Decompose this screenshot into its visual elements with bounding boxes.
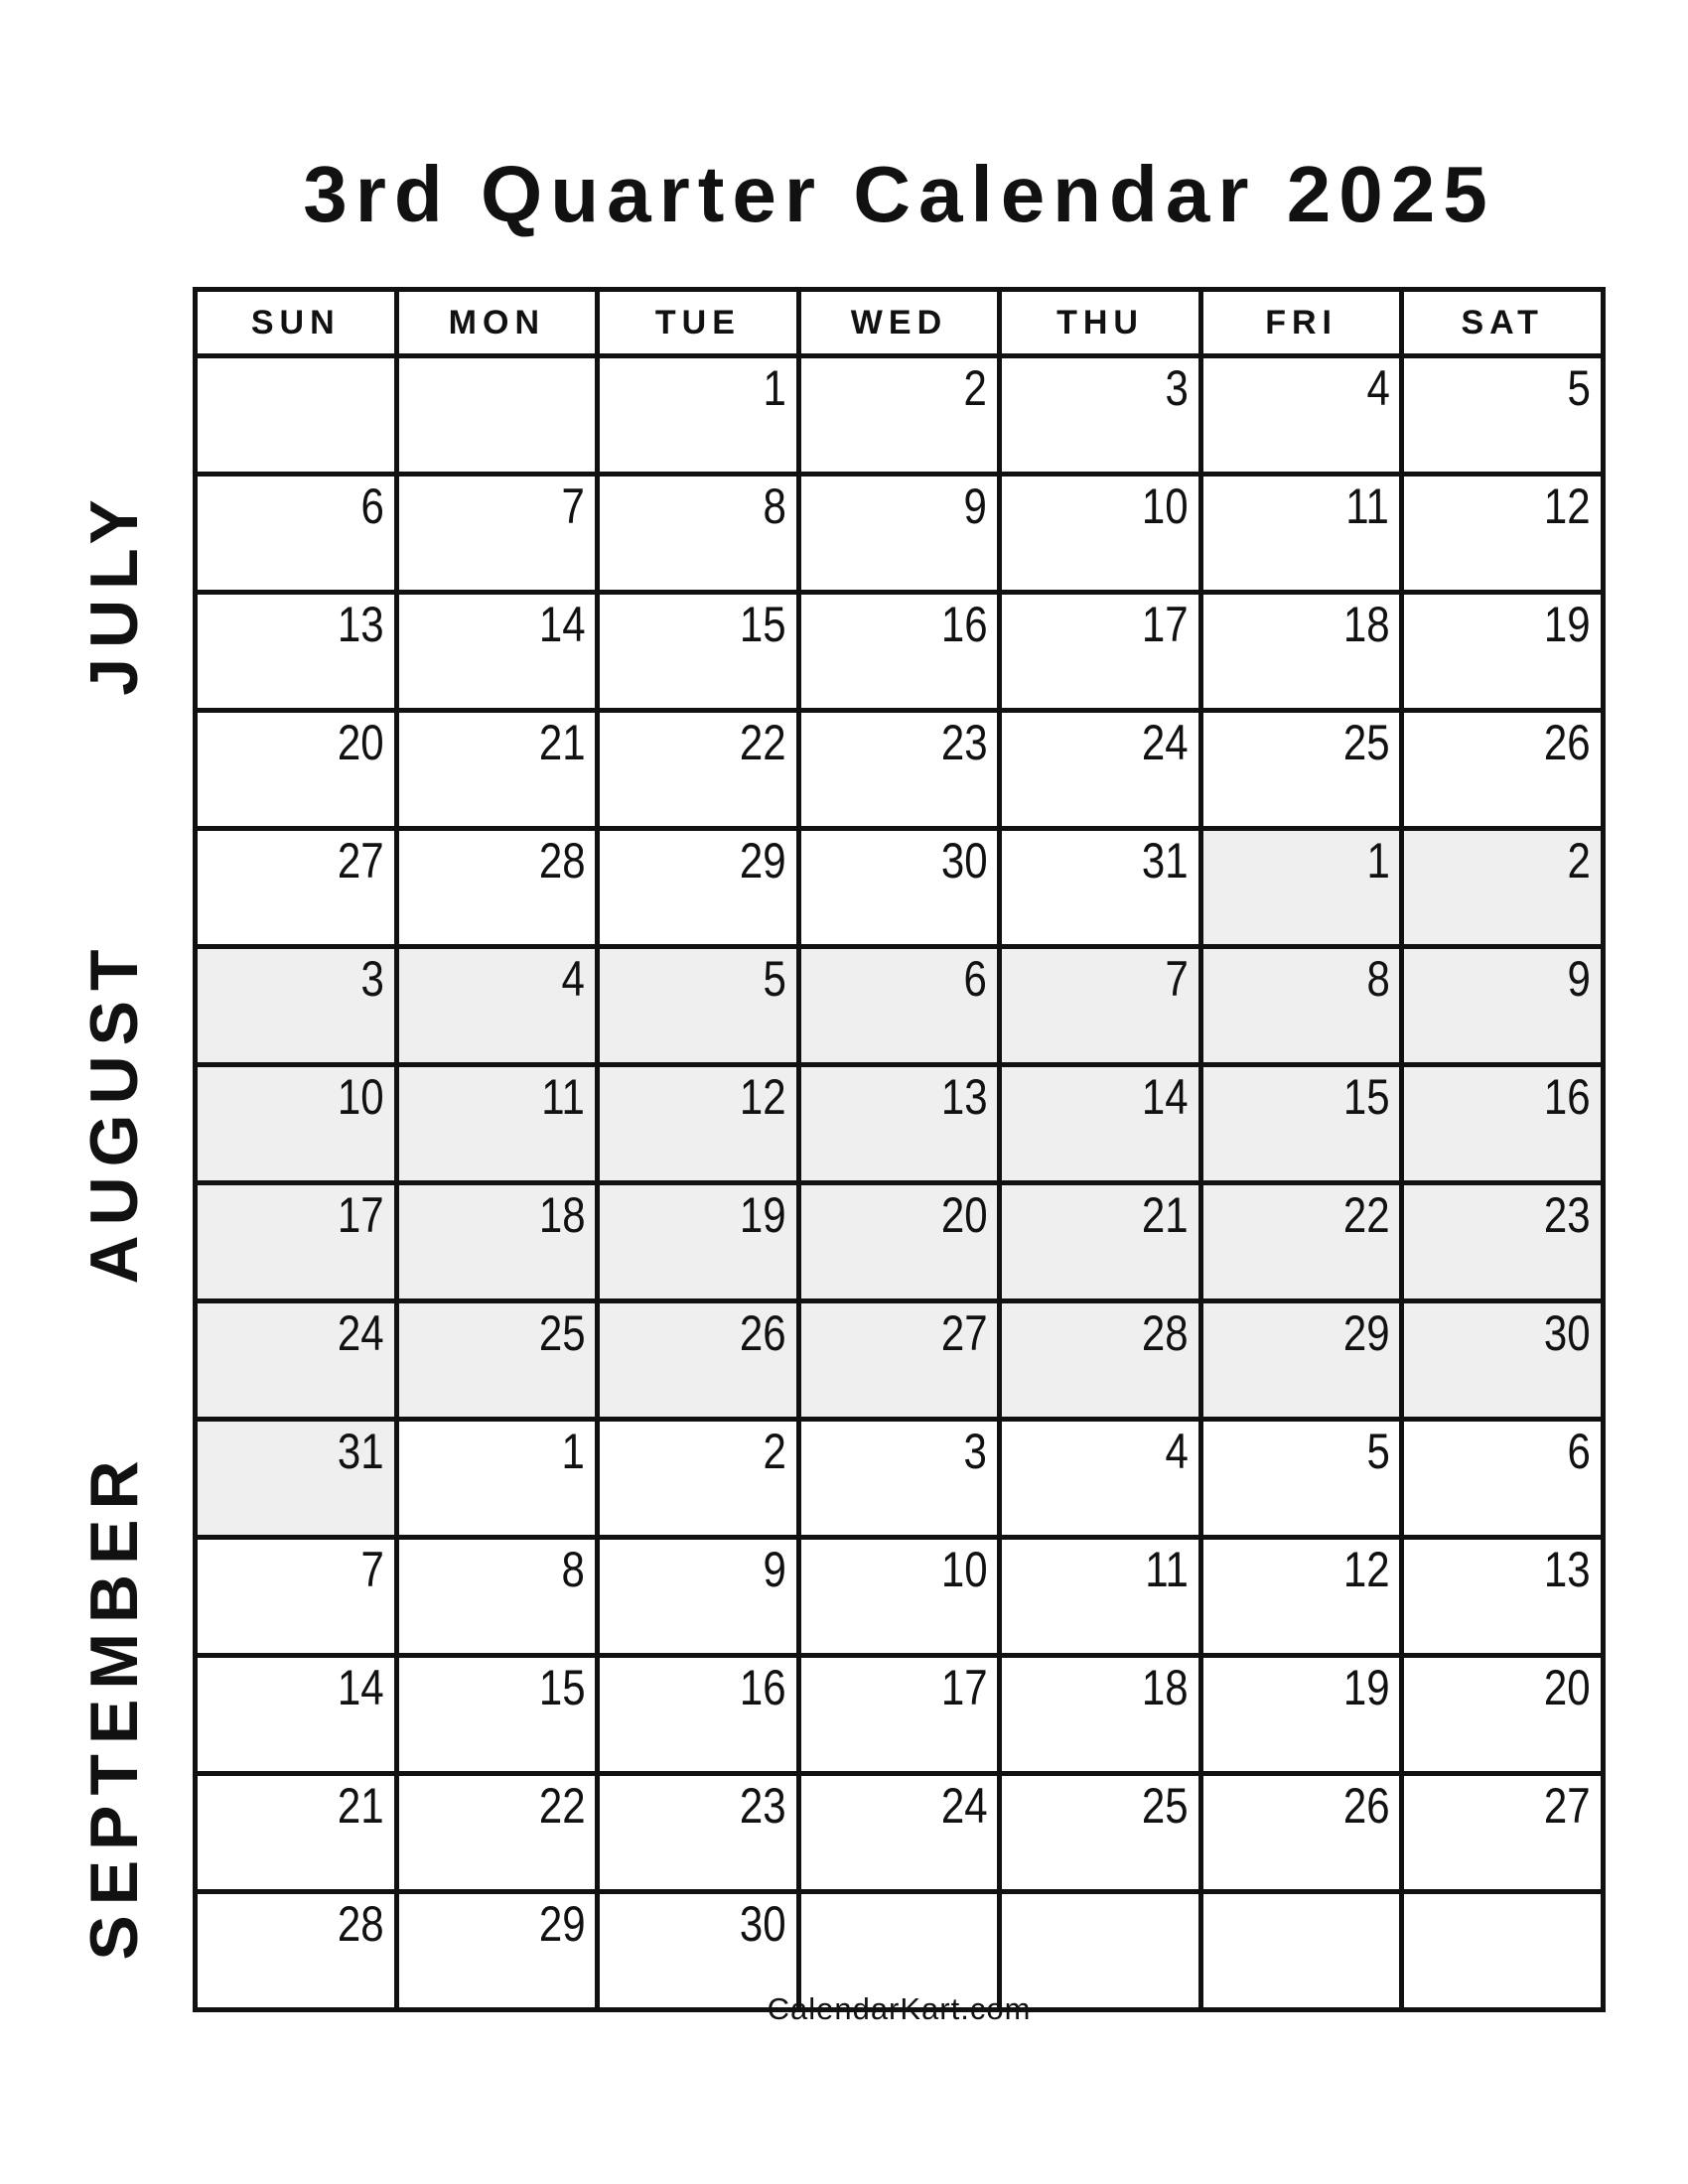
day-number: 22 [1342,1187,1390,1243]
day-number: 20 [1544,1660,1591,1715]
day-number: 17 [940,1660,988,1715]
day-cell-jul-27 [196,829,397,947]
day-number: 20 [940,1187,988,1243]
day-number: 8 [1366,951,1390,1007]
day-cell-sep-22 [396,1774,598,1892]
week-row [196,1301,1604,1420]
day-cell-jul-11 [1200,475,1402,593]
month-label-august: AUGUST [76,939,152,1285]
day-number: 11 [1345,478,1390,534]
day-cell-aug-4 [396,947,598,1065]
day-cell-sep-15 [396,1656,598,1774]
day-number: 31 [1142,833,1189,888]
day-cell-sep-24 [798,1774,1000,1892]
day-number: 14 [1142,1069,1189,1125]
day-number: 22 [538,1778,586,1834]
day-number: 10 [337,1069,384,1125]
day-number: 21 [337,1778,384,1834]
day-cell-jul-20 [196,711,397,829]
day-cell-jul-18 [1200,593,1402,711]
weekday-header-sun: SUN [196,290,397,356]
day-number: 23 [739,1778,786,1834]
day-number: 4 [1366,360,1390,416]
day-number: 31 [337,1424,384,1479]
day-cell-sep-2 [598,1420,799,1538]
day-cell-aug-23 [1402,1183,1604,1301]
day-cell-aug-26 [598,1301,799,1420]
day-number: 24 [1142,715,1189,770]
day-number: 12 [1342,1542,1390,1597]
day-cell-jul-12 [1402,475,1604,593]
week-row [196,593,1604,711]
day-number: 26 [1544,715,1591,770]
day-number: 30 [940,833,988,888]
day-number: 13 [337,597,384,652]
day-cell-aug-6 [798,947,1000,1065]
week-row [196,711,1604,829]
day-cell-aug-20 [798,1183,1000,1301]
weekday-header-mon: MON [396,290,598,356]
day-number: 9 [963,478,988,534]
day-number: 16 [940,597,988,652]
day-number: 20 [337,715,384,770]
day-cell-aug-27 [798,1301,1000,1420]
day-number: 1 [1366,833,1390,888]
day-number: 17 [337,1187,384,1243]
day-cell-sep-9 [598,1538,799,1656]
day-number: 8 [561,1542,586,1597]
calendar-grid [193,287,1606,2012]
weekday-header-row [196,290,1604,356]
day-number: 13 [1544,1542,1591,1597]
day-cell-aug-29 [1200,1301,1402,1420]
day-number: 5 [763,951,786,1007]
day-number: 10 [940,1542,988,1597]
day-number: 26 [1342,1778,1390,1834]
day-number: 21 [538,715,586,770]
day-number: 25 [1142,1778,1189,1834]
day-cell-jul-5 [1402,356,1604,475]
day-number: 5 [1366,1424,1390,1479]
day-number: 1 [561,1424,586,1479]
day-number: 29 [538,1896,586,1952]
week-row [196,1774,1604,1892]
day-cell-jul-31 [1000,829,1201,947]
day-cell-sep-13 [1402,1538,1604,1656]
day-number: 6 [1567,1424,1591,1479]
weekday-header-tue: TUE [598,290,799,356]
day-number: 18 [1142,1660,1189,1715]
day-cell-jul-4 [1200,356,1402,475]
day-number: 28 [538,833,586,888]
day-number: 21 [1142,1187,1189,1243]
day-cell-sep-14 [196,1656,397,1774]
month-label-september: SEPTEMBER [76,1450,152,1961]
week-row [196,1183,1604,1301]
weekday-header-thu: THU [1000,290,1201,356]
day-cell-aug-14 [1000,1065,1201,1183]
day-cell-jul-6 [196,475,397,593]
day-number: 12 [739,1069,786,1125]
day-cell-aug-16 [1402,1065,1604,1183]
day-cell-sep-26 [1200,1774,1402,1892]
day-number: 4 [1165,1424,1189,1479]
day-cell-jul-21 [396,711,598,829]
day-cell-jul-22 [598,711,799,829]
day-number: 16 [1544,1069,1591,1125]
day-cell-sep-19 [1200,1656,1402,1774]
day-cell-sep-18 [1000,1656,1201,1774]
day-number: 11 [541,1069,586,1125]
day-number: 27 [940,1305,988,1361]
day-number: 12 [1544,478,1591,534]
day-number: 14 [538,597,586,652]
day-cell-aug-11 [396,1065,598,1183]
day-number: 6 [360,478,384,534]
day-number: 28 [1142,1305,1189,1361]
week-row [196,475,1604,593]
day-number: 16 [739,1660,786,1715]
day-number: 24 [337,1305,384,1361]
day-number: 22 [739,715,786,770]
day-number: 9 [763,1542,786,1597]
day-cell-aug-24 [196,1301,397,1420]
day-cell-aug-3 [196,947,397,1065]
day-cell-jul-9 [798,475,1000,593]
day-cell-jul-24 [1000,711,1201,829]
day-cell-jul-2 [798,356,1000,475]
day-number: 28 [337,1896,384,1952]
day-cell-sep-11 [1000,1538,1201,1656]
day-cell-aug-9 [1402,947,1604,1065]
day-cell-aug-8 [1200,947,1402,1065]
day-number: 6 [963,951,988,1007]
day-cell-aug-19 [598,1183,799,1301]
empty-cell [396,356,598,475]
day-cell-sep-10 [798,1538,1000,1656]
day-cell-sep-17 [798,1656,1000,1774]
day-cell-aug-18 [396,1183,598,1301]
day-number: 7 [561,478,586,534]
day-number: 27 [1544,1778,1591,1834]
day-cell-jul-23 [798,711,1000,829]
day-cell-sep-7 [196,1538,397,1656]
day-number: 10 [1142,478,1189,534]
day-cell-aug-17 [196,1183,397,1301]
day-cell-sep-16 [598,1656,799,1774]
day-cell-sep-8 [396,1538,598,1656]
day-cell-sep-21 [196,1774,397,1892]
day-cell-aug-12 [598,1065,799,1183]
day-cell-sep-25 [1000,1774,1201,1892]
day-number: 24 [940,1778,988,1834]
day-number: 26 [739,1305,786,1361]
day-number: 2 [763,1424,786,1479]
day-cell-sep-4 [1000,1420,1201,1538]
day-cell-jul-26 [1402,711,1604,829]
day-cell-jul-25 [1200,711,1402,829]
day-number: 3 [360,951,384,1007]
day-cell-aug-7 [1000,947,1201,1065]
day-cell-jul-8 [598,475,799,593]
week-row [196,829,1604,947]
day-number: 3 [963,1424,988,1479]
day-cell-jul-15 [598,593,799,711]
day-cell-jul-19 [1402,593,1604,711]
day-cell-jul-14 [396,593,598,711]
day-number: 9 [1567,951,1591,1007]
day-cell-aug-13 [798,1065,1000,1183]
weekday-header-sat: SAT [1402,290,1604,356]
day-cell-aug-22 [1200,1183,1402,1301]
month-label-july: JULY [76,489,152,696]
day-number: 13 [940,1069,988,1125]
day-number: 25 [538,1305,586,1361]
day-number: 1 [763,360,786,416]
day-number: 19 [739,1187,786,1243]
day-cell-aug-30 [1402,1301,1604,1420]
day-cell-jul-30 [798,829,1000,947]
day-number: 29 [739,833,786,888]
day-number: 3 [1165,360,1189,416]
day-number: 8 [763,478,786,534]
day-cell-jul-7 [396,475,598,593]
day-cell-jul-13 [196,593,397,711]
day-number: 19 [1342,1660,1390,1715]
day-number: 23 [940,715,988,770]
day-number: 25 [1342,715,1390,770]
day-cell-jul-1 [598,356,799,475]
day-cell-aug-2 [1402,829,1604,947]
day-cell-aug-5 [598,947,799,1065]
day-cell-jul-17 [1000,593,1201,711]
day-cell-jul-10 [1000,475,1201,593]
day-number: 18 [1342,597,1390,652]
footer-brand: CalendarKart.com [767,1991,1032,2026]
day-number: 29 [1342,1305,1390,1361]
day-number: 11 [1145,1542,1189,1597]
day-cell-jul-29 [598,829,799,947]
day-number: 2 [963,360,988,416]
weekday-header-wed: WED [798,290,1000,356]
day-number: 27 [337,833,384,888]
week-row [196,947,1604,1065]
day-number: 5 [1567,360,1591,416]
day-number: 15 [1342,1069,1390,1125]
day-number: 14 [337,1660,384,1715]
empty-cell [196,356,397,475]
day-cell-aug-25 [396,1301,598,1420]
weekday-header-fri: FRI [1200,290,1402,356]
day-cell-aug-15 [1200,1065,1402,1183]
day-cell-sep-1 [396,1420,598,1538]
day-number: 15 [739,597,786,652]
day-number: 2 [1567,833,1591,888]
day-cell-jul-16 [798,593,1000,711]
day-number: 18 [538,1187,586,1243]
day-cell-sep-5 [1200,1420,1402,1538]
day-cell-sep-12 [1200,1538,1402,1656]
day-cell-jul-3 [1000,356,1201,475]
day-cell-sep-23 [598,1774,799,1892]
day-cell-aug-21 [1000,1183,1201,1301]
day-cell-aug-28 [1000,1301,1201,1420]
day-number: 30 [739,1896,786,1952]
day-cell-sep-27 [1402,1774,1604,1892]
day-number: 7 [360,1542,384,1597]
day-number: 19 [1544,597,1591,652]
day-number: 23 [1544,1187,1591,1243]
day-number: 17 [1142,597,1189,652]
day-cell-aug-31 [196,1420,397,1538]
day-cell-aug-10 [196,1065,397,1183]
week-row [196,356,1604,475]
week-row [196,1538,1604,1656]
day-cell-sep-6 [1402,1420,1604,1538]
day-number: 30 [1544,1305,1591,1361]
day-number: 4 [561,951,586,1007]
week-row [196,1656,1604,1774]
week-row [196,1065,1604,1183]
week-row [196,1420,1604,1538]
day-cell-jul-28 [396,829,598,947]
page-title: 3rd Quarter Calendar 2025 [303,150,1495,238]
day-cell-aug-1 [1200,829,1402,947]
day-number: 7 [1165,951,1189,1007]
day-number: 15 [538,1660,586,1715]
day-cell-sep-20 [1402,1656,1604,1774]
day-cell-sep-3 [798,1420,1000,1538]
